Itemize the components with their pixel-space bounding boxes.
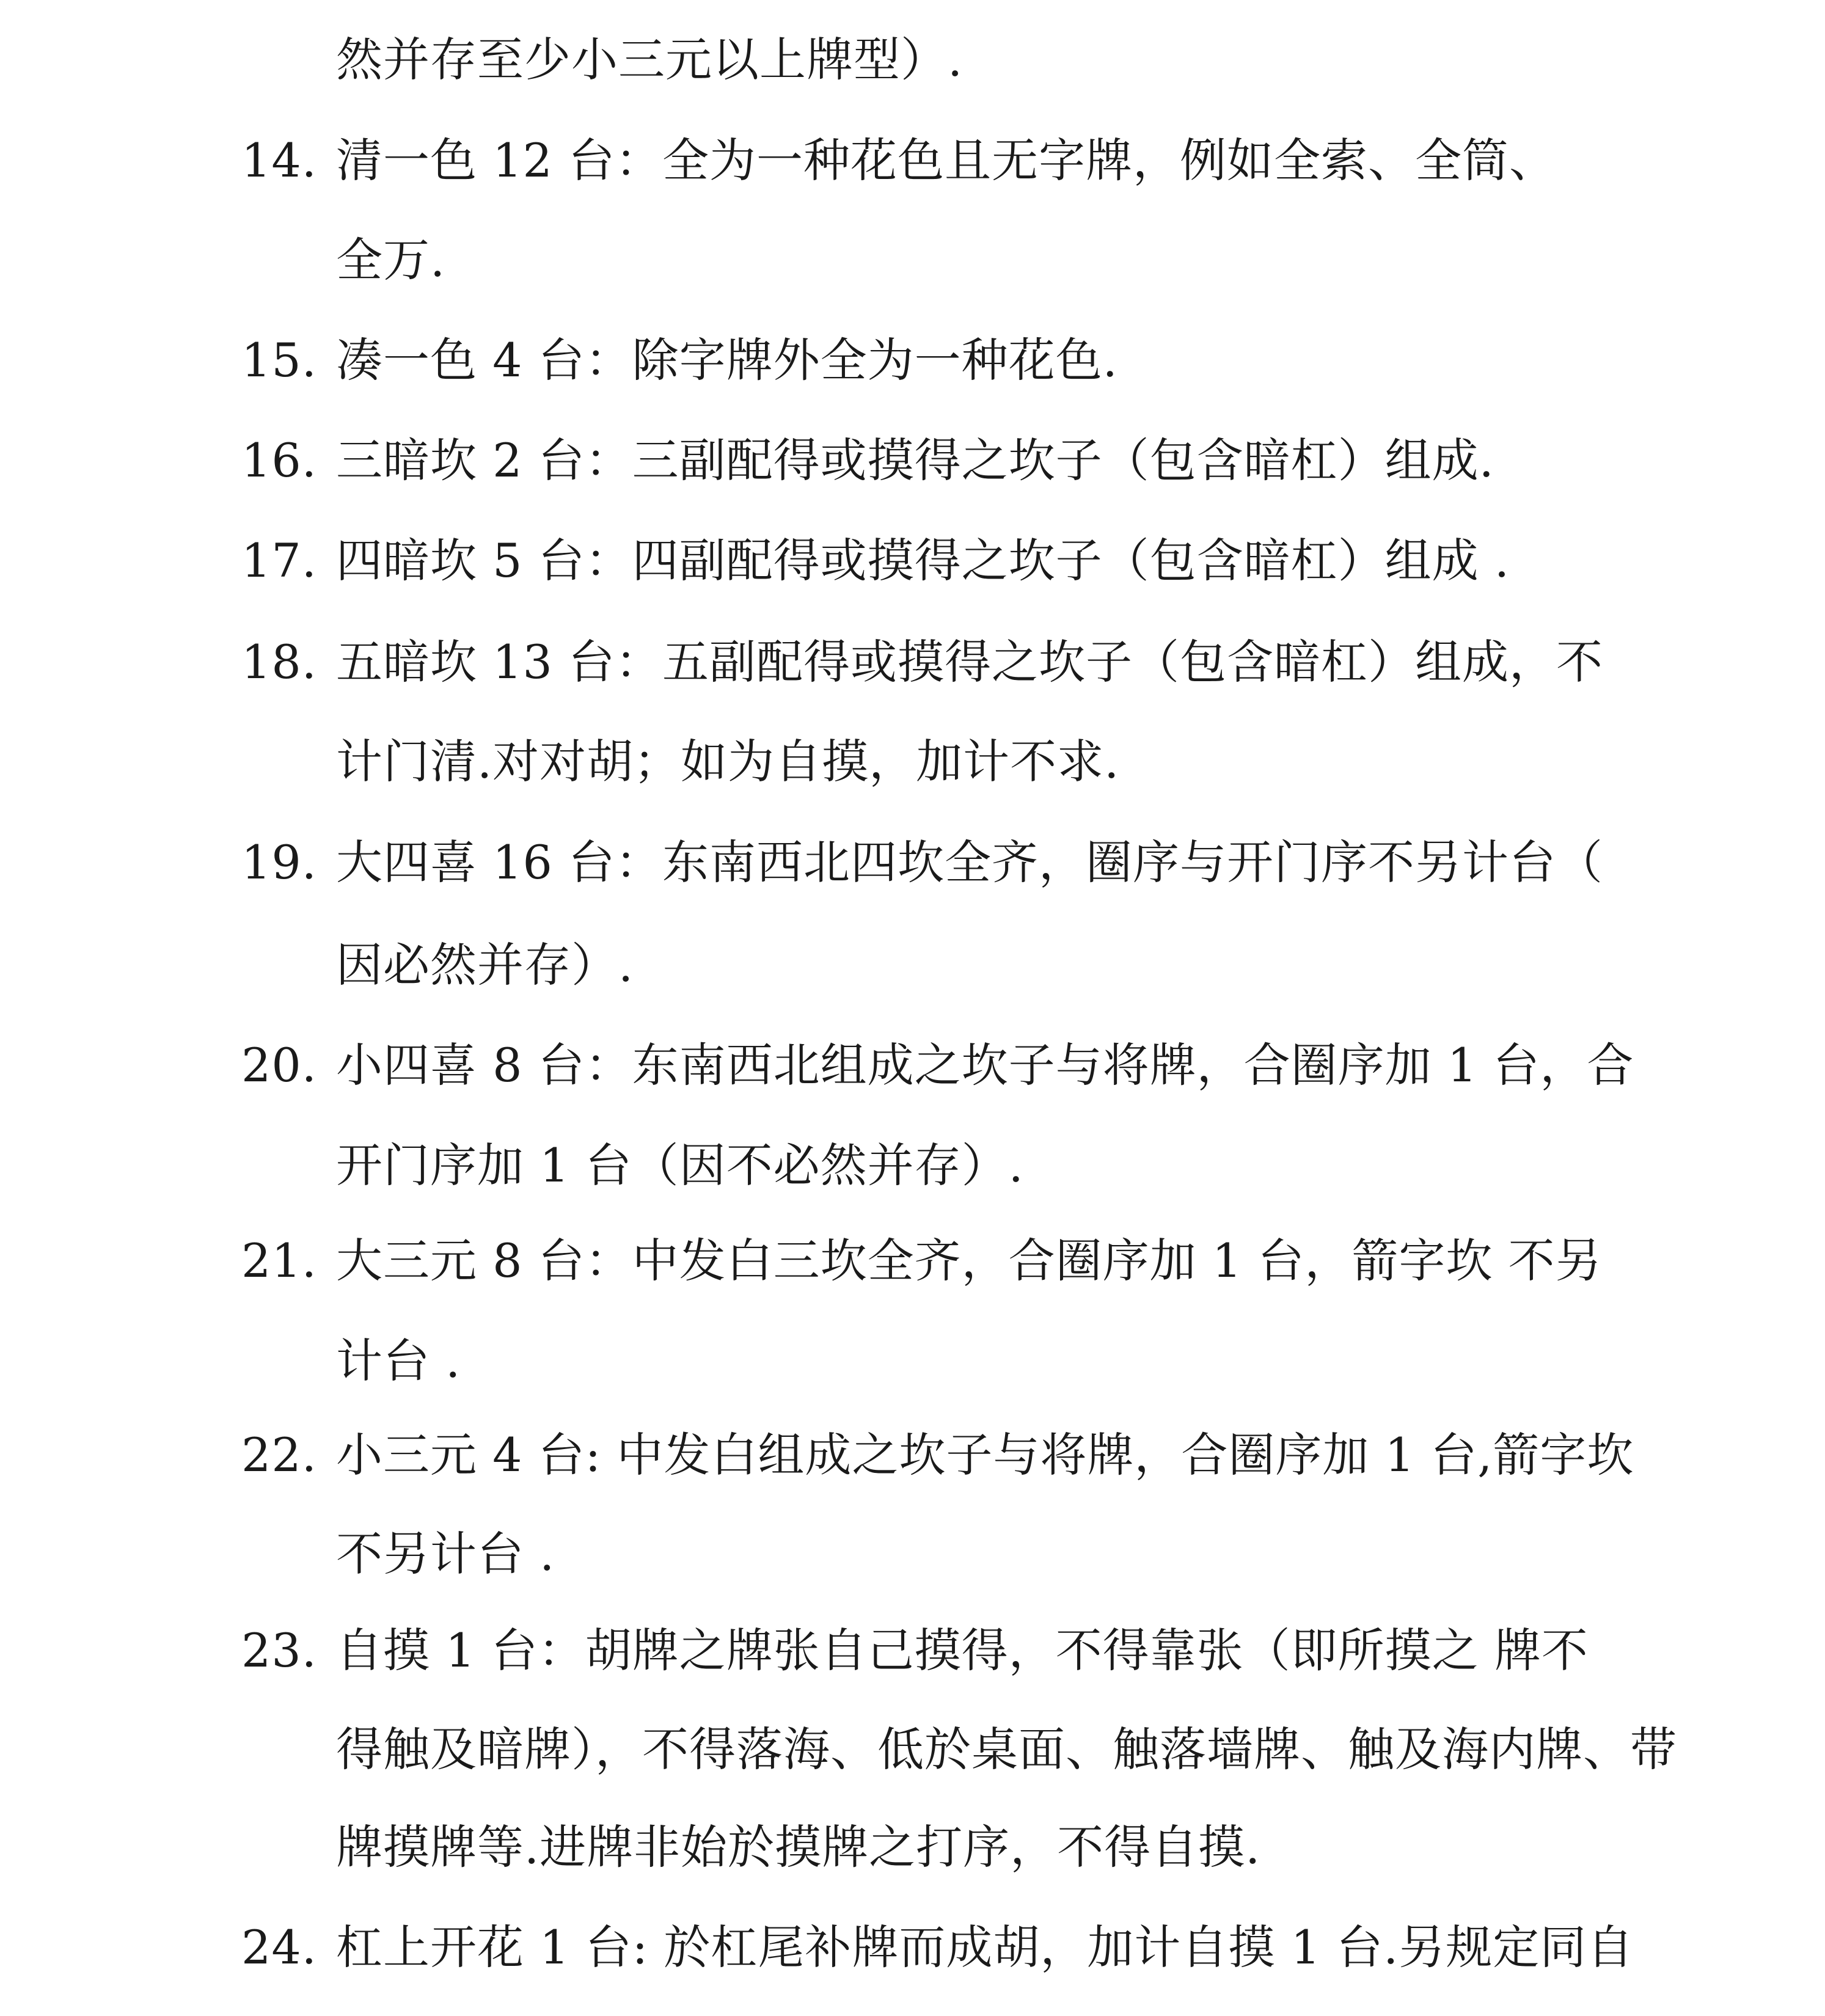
line-text: 小三元 4 台: 中发白组成之坎子与将牌，合圈序加 1 台,箭字坎 [336,1428,1634,1482]
text-line [241,430,1494,491]
line-text: 开门序加 1 台（因不必然并存）. [336,1138,1024,1192]
text-line [241,130,1556,191]
line-text: 自摸 1 台：胡牌之牌张自己摸得，不得靠张（即所摸之 牌不 [336,1623,1589,1678]
text-line [241,935,634,996]
item-number: 18. [241,635,317,689]
item-number: 16. [241,433,317,488]
line-text: 牌摸牌等.进牌非始於摸牌之打序，不得自摸. [336,1820,1261,1874]
text-line [241,330,1118,391]
text-line [241,1917,1634,1978]
line-text: 四暗坎 5 台：四副配得或摸得之坎子（包含暗杠）组成 . [336,533,1510,588]
item-number: 19. [241,835,317,889]
line-text: 计门清.对对胡；如为自摸，加计不求. [336,734,1120,789]
text-line [241,1524,555,1585]
text-line [241,632,1603,693]
line-text: 五暗坎 13 台：五副配得或摸得之坎子（包含暗杠）组成，不 [336,635,1604,689]
text-line [241,1817,1260,1878]
item-number: 24. [241,1920,317,1974]
line-text: 全万. [336,233,446,287]
line-text: 计台 . [336,1334,461,1388]
text-line [241,1331,461,1392]
text-line [241,1135,1024,1196]
text-line [241,1230,1603,1291]
item-number: 17. [241,533,317,588]
line-text: 因必然并存）. [336,938,634,992]
item-number: 15. [241,333,317,387]
text-line [241,530,1510,591]
text-line [241,731,1119,792]
line-text: 大三元 8 台：中发白三坎全齐，合圈序加 1 台，箭字坎 不另 [336,1233,1603,1288]
text-line [241,1620,1589,1681]
item-number: 14. [241,133,317,188]
line-text: 凑一色 4 台：除字牌外全为一种花色. [336,333,1118,387]
text-line [241,1035,1634,1096]
text-line [241,29,963,90]
line-text: 然并存至少小三元以上牌型）. [336,32,964,87]
line-text: 杠上开花 1 台: 於杠尾补牌而成胡，加计自摸 1 台.另规定同自 [336,1920,1634,1974]
line-text: 清一色 12 台：全为一种花色且无字牌，例如全索、全筒、 [336,133,1557,188]
line-text: 小四喜 8 台：东南西北组成之坎子与将牌，合圈序加 1 台，合 [336,1038,1634,1092]
line-text: 不另计台 . [336,1527,555,1581]
item-number: 23. [241,1623,317,1678]
item-number: 22. [241,1428,317,1482]
text-line [241,832,1603,893]
line-text: 三暗坎 2 台：三副配得或摸得之坎子（包含暗杠）组成. [336,433,1494,488]
item-number: 21. [241,1233,317,1288]
item-number: 20. [241,1038,317,1092]
text-line [241,230,445,291]
text-line [241,1425,1634,1486]
line-text: 大四喜 16 台：东南西北四坎全齐，圈序与开门序不另计台（ [336,835,1604,889]
document-page [241,0,1677,2016]
text-line [241,1719,1677,1780]
line-text: 得触及暗牌），不得落海、低於桌面、触落墙牌、触及海内牌、带 [336,1722,1677,1777]
